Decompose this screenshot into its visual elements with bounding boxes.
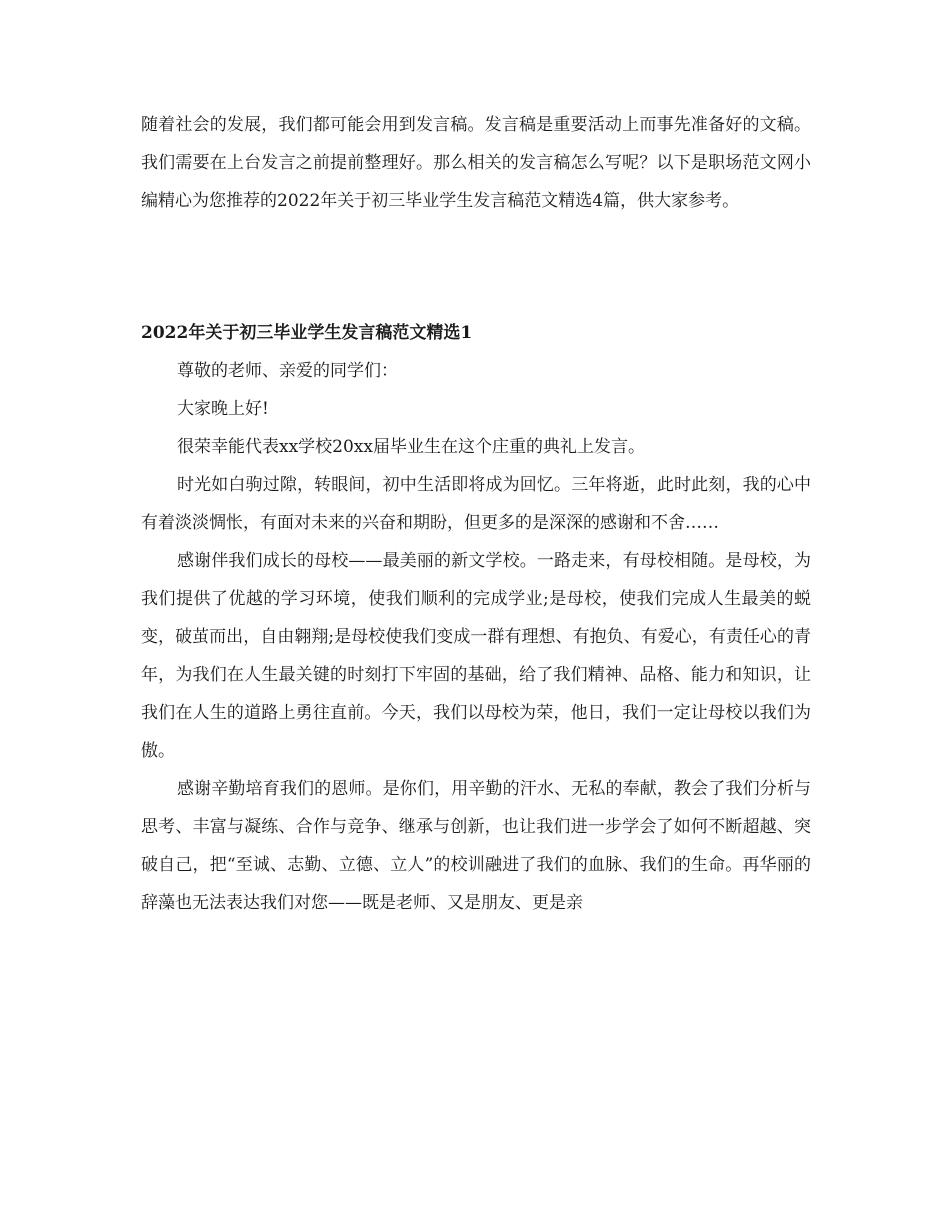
body-paragraph: 感谢伴我们成长的母校——最美丽的新文学校。一路走来，有母校相随。是母校，为我们提供了优越的学习环境，使我们顺利的完成学业;是母校，使我们完成人生最美的蜕变，破茧而出，自由翱翔;是母校使我们变成一群有理想、有抱负、有爱心，有责任心的青年，为我们在人生最关键的时刻打下牢固的基础，给了我们精神、品格、能力和知识，让我们在人生的道路上勇往直前。今天，我们以母校为荣，他日，我们一定让母校以我们为傲。	[141, 551, 811, 761]
body-paragraph: 时光如白驹过隙，转眼间，初中生活即将成为回忆。三年将逝，此时此刻，我的心中有着淡淡惆怅，有面对未来的兴奋和期盼，但更多的是深深的感谢和不舍……	[141, 475, 811, 533]
body-paragraph: 很荣幸能代表xx学校20xx届毕业生在这个庄重的典礼上发言。	[177, 437, 645, 457]
body-paragraph: 感谢辛勤培育我们的恩师。是你们，用辛勤的汗水、无私的奉献，教会了我们分析与思考、丰富与凝练、合作与竞争、继承与创新，也让我们进一步学会了如何不断超越、突破自己，把“至诚、志勤、立德、立人”的校训融进了我们的血脉、我们的生命。再华丽的辞藻也无法表达我们对您——既是老师、又是朋友、更是亲	[141, 779, 811, 913]
salutation-paragraph: 尊敬的老师、亲爱的同学们：	[177, 361, 398, 381]
document-body	[141, 106, 811, 922]
greeting-paragraph: 大家晚上好!	[177, 399, 269, 419]
section-title: 2022年关于初三毕业学生发言稿范文精选1	[141, 323, 473, 343]
intro-paragraph: 随着社会的发展，我们都可能会用到发言稿。发言稿是重要活动上而事先准备好的文稿。我们需要在上台发言之前提前整理好。那么相关的发言稿怎么写呢？以下是职场范文网小编精心为您推荐的2022年关于初三毕业学生发言稿范文精选4篇，供大家参考。	[141, 115, 811, 211]
